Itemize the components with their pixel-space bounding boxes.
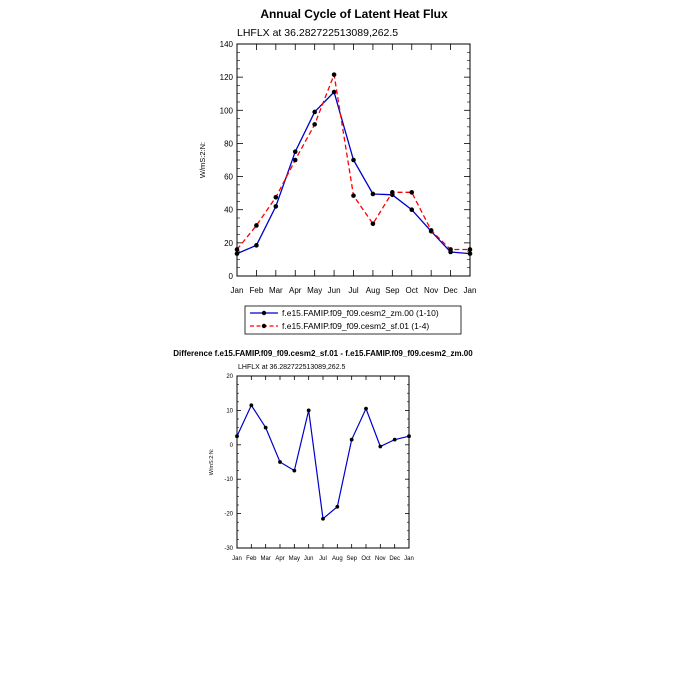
series-1-point <box>350 438 354 442</box>
y-tick-label: -20 <box>224 511 233 518</box>
series-1-point <box>274 204 279 209</box>
chart2-subtitle: LHFLX at 36.282722513089,262.5 <box>238 364 346 371</box>
series-1-point <box>307 409 311 413</box>
series-2-point <box>274 195 279 200</box>
series-2-point <box>351 193 356 198</box>
x-tick-label: Jan <box>230 286 244 295</box>
chart2-y-axis <box>224 374 409 552</box>
legend-label-series-1: f.e15.FAMIP.f09_f09.cesm2_zm.00 (1-10) <box>282 308 439 318</box>
y-tick-label: -30 <box>224 546 233 552</box>
series-2-point <box>448 247 453 252</box>
series-2-point <box>293 158 298 163</box>
series-1-point <box>278 460 282 464</box>
y-tick-label: 0 <box>229 442 233 449</box>
y-tick-label: 20 <box>224 238 233 248</box>
x-tick-label: Aug <box>331 556 343 562</box>
x-tick-label: Nov <box>374 556 386 562</box>
series-1-point <box>335 505 339 509</box>
series-1-point <box>249 403 253 407</box>
series-1-point <box>264 426 268 430</box>
chart-annual-cycle <box>198 7 476 334</box>
series-1-point <box>409 207 414 212</box>
series-2-point <box>235 247 240 252</box>
x-tick-label: Oct <box>405 286 418 295</box>
series-line-1 <box>237 92 470 254</box>
x-tick-label: Jan <box>463 286 477 295</box>
x-tick-label: Jul <box>319 556 327 562</box>
chart1-y-axis-label: W/mS:2:N: <box>198 141 207 179</box>
chart1-series <box>235 72 473 256</box>
x-tick-label: Apr <box>289 286 302 295</box>
chart2-series <box>235 403 411 520</box>
x-tick-label: Feb <box>246 556 257 562</box>
series-1-point <box>312 110 317 115</box>
series-2-point <box>468 247 473 252</box>
x-tick-label: Jun <box>303 556 314 562</box>
x-tick-label: Nov <box>424 286 439 295</box>
legend-label-series-2: f.e15.FAMIP.f09_f09.cesm2_sf.01 (1-4) <box>282 321 430 331</box>
chart2-plot-frame <box>237 376 409 548</box>
series-1-point <box>321 517 325 521</box>
x-tick-label: Sep <box>385 286 400 295</box>
x-tick-label: Jan <box>404 556 414 562</box>
y-tick-label: 20 <box>226 374 233 380</box>
series-line-1 <box>237 405 409 519</box>
series-1-point <box>468 251 473 256</box>
legend-marker-series-2 <box>262 324 266 328</box>
x-tick-label: May <box>307 286 323 295</box>
x-tick-label: Dec <box>443 286 458 295</box>
x-tick-label: Feb <box>249 286 264 295</box>
x-tick-label: Apr <box>275 556 285 562</box>
x-tick-label: Oct <box>361 556 371 562</box>
x-tick-label: Mar <box>260 556 271 562</box>
x-tick-label: Mar <box>268 286 283 295</box>
series-1-point <box>407 434 411 438</box>
series-1-point <box>378 445 382 449</box>
series-1-point <box>235 434 239 438</box>
series-2-point <box>429 228 434 233</box>
y-tick-label: -10 <box>224 477 233 484</box>
chart2-title: Difference f.e15.FAMIP.f09_f09.cesm2_sf.01 - f.e15.FAMIP.f09_f09.cesm2_zm.00 <box>173 349 473 358</box>
series-2-point <box>254 223 259 228</box>
chart2-y-axis-label: W/mS:2:N: <box>209 448 215 476</box>
y-tick-label: 0 <box>228 272 233 281</box>
series-1-point <box>364 407 368 411</box>
series-1-point <box>371 192 376 197</box>
x-tick-label: Jan <box>232 556 242 562</box>
x-tick-label: Jun <box>327 286 341 295</box>
chart1-legend <box>245 306 461 334</box>
series-1-point <box>254 243 259 248</box>
series-2-point <box>371 222 376 227</box>
series-2-point <box>390 190 395 195</box>
x-tick-label: May <box>288 556 301 562</box>
y-tick-label: 80 <box>224 139 233 149</box>
series-1-point <box>351 158 356 163</box>
series-1-point <box>332 90 337 95</box>
y-tick-label: 60 <box>224 172 233 182</box>
legend-marker-series-1 <box>262 311 266 315</box>
series-2-point <box>332 72 337 77</box>
series-2-point <box>312 122 317 127</box>
y-tick-label: 40 <box>224 205 233 215</box>
chart1-title: Annual Cycle of Latent Heat Flux <box>260 7 448 21</box>
series-1-point <box>393 438 397 442</box>
x-tick-label: Dec <box>389 556 401 562</box>
x-tick-label: Jul <box>348 286 359 295</box>
series-1-point <box>235 251 240 256</box>
series-1-point <box>292 469 296 473</box>
y-tick-label: 10 <box>226 408 233 415</box>
y-tick-label: 100 <box>219 106 233 116</box>
chart1-subtitle: LHFLX at 36.282722513089,262.5 <box>237 27 399 39</box>
x-tick-label: Sep <box>346 556 358 562</box>
series-1-point <box>293 149 298 154</box>
y-tick-label: 120 <box>219 73 233 83</box>
chart-difference <box>173 349 473 562</box>
series-2-point <box>409 190 414 195</box>
y-tick-label: 140 <box>219 40 233 49</box>
x-tick-label: Aug <box>365 286 381 295</box>
